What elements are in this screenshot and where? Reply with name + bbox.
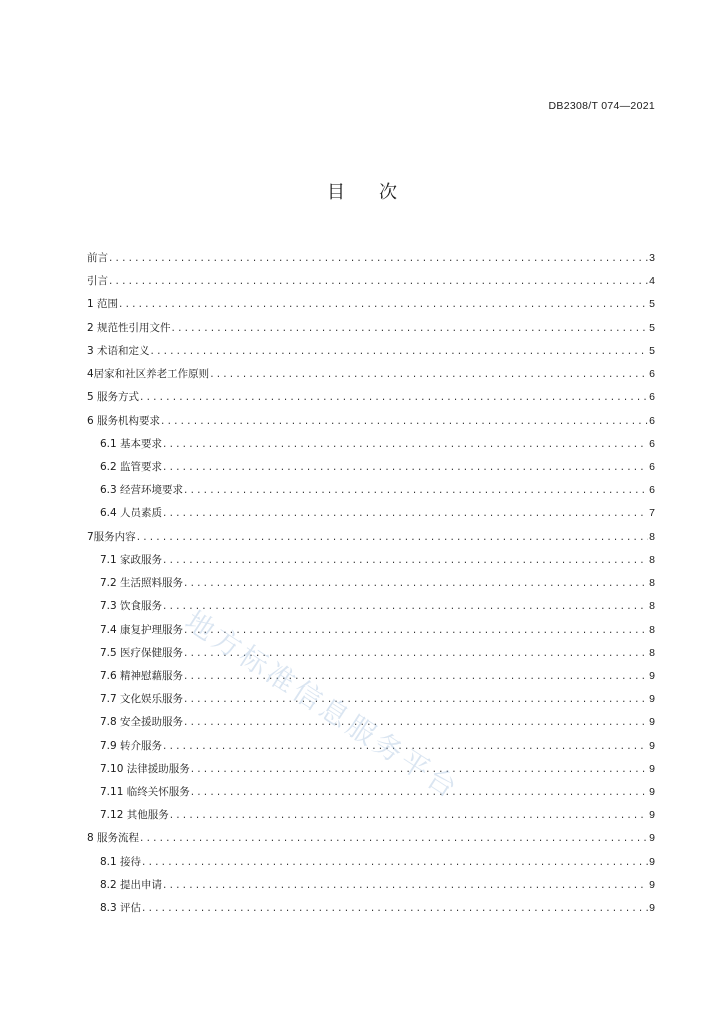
- toc-dot-leader: [163, 740, 648, 752]
- toc-entry-page-number: 8: [649, 530, 655, 543]
- toc-dot-leader: [184, 484, 648, 496]
- toc-dot-leader: [184, 693, 648, 705]
- toc-entry-label: 6.1 基本要求: [100, 437, 163, 450]
- toc-dot-leader: [109, 275, 648, 287]
- toc-entry-page-number: 9: [649, 716, 655, 729]
- toc-entry[interactable]: [87, 761, 655, 784]
- toc-entry[interactable]: [87, 343, 655, 366]
- toc-entry-label: 8.1 接待: [100, 855, 142, 868]
- toc-entry-label: 7.6 精神慰藉服务: [100, 669, 184, 682]
- toc-entry-label: 2 规范性引用文件: [87, 321, 171, 334]
- toc-entry-page-number: 6: [649, 460, 655, 473]
- toc-entry[interactable]: [87, 877, 655, 900]
- toc-entry-page-number: 5: [649, 298, 655, 311]
- toc-entry-page-number: 4: [649, 275, 655, 288]
- toc-entry[interactable]: [87, 807, 655, 830]
- toc-entry-page-number: 8: [649, 577, 655, 590]
- toc-dot-leader: [142, 902, 648, 914]
- toc-dot-leader: [184, 647, 648, 659]
- toc-entry-label: 6.3 经营环境要求: [100, 484, 184, 497]
- toc-entry-label: 6 服务机构要求: [87, 414, 161, 427]
- toc-entry[interactable]: [87, 436, 655, 459]
- toc-entry[interactable]: [87, 691, 655, 714]
- toc-dot-leader: [163, 461, 648, 473]
- toc-entry-label: 8 服务流程: [87, 832, 140, 845]
- toc-entry[interactable]: [87, 668, 655, 691]
- toc-entry-label: 7.9 转介服务: [100, 739, 163, 752]
- toc-entry-page-number: 9: [649, 832, 655, 845]
- toc-entry-label: 4居家和社区养老工作原则: [87, 368, 210, 381]
- document-code: DB2308/T 074—2021: [548, 100, 655, 112]
- toc-dot-leader: [163, 554, 648, 566]
- toc-entry-label: 7.5 医疗保健服务: [100, 646, 184, 659]
- title-char-2: 次: [379, 182, 397, 203]
- toc-entry-page-number: 6: [649, 484, 655, 497]
- toc-entry-label: 3 术语和定义: [87, 344, 150, 357]
- toc-entry-label: 前言: [87, 252, 108, 264]
- toc-dot-leader: [140, 832, 648, 844]
- toc-entry[interactable]: [87, 645, 655, 668]
- toc-entry-page-number: 6: [649, 437, 655, 450]
- toc-entry-label: 8.3 评估: [100, 902, 142, 915]
- page-title: [0, 178, 724, 204]
- toc-entry-page-number: 9: [649, 693, 655, 706]
- toc-dot-leader: [140, 391, 648, 403]
- watermark: 地方标准信息服务平台: [179, 604, 466, 807]
- toc-entry-label: 7.1 家政服务: [100, 553, 163, 566]
- toc-dot-leader: [161, 415, 648, 427]
- toc-entry-page-number: 9: [649, 855, 655, 868]
- toc-dot-leader: [184, 716, 648, 728]
- toc-dot-leader: [163, 507, 648, 519]
- title-char-1: 目: [327, 182, 345, 203]
- toc-entry[interactable]: [87, 366, 655, 389]
- toc-entry[interactable]: [87, 575, 655, 598]
- toc-dot-leader: [163, 438, 648, 450]
- toc-entry-page-number: 8: [649, 646, 655, 659]
- toc-dot-leader: [172, 322, 649, 334]
- toc-dot-leader: [163, 879, 648, 891]
- toc-entry-page-number: 9: [649, 902, 655, 915]
- toc-entry[interactable]: [87, 622, 655, 645]
- table-of-contents: [87, 250, 655, 923]
- toc-entry-page-number: 7: [649, 507, 655, 520]
- toc-entry-page-number: 5: [649, 321, 655, 334]
- toc-entry[interactable]: [87, 598, 655, 621]
- toc-entry-label: 6.2 监管要求: [100, 460, 163, 473]
- toc-entry-label: 6.4 人员素质: [100, 507, 163, 520]
- toc-entry-label: 1 范围: [87, 298, 119, 311]
- toc-entry-label: 7.4 康复护理服务: [100, 623, 184, 636]
- toc-entry-page-number: 6: [649, 414, 655, 427]
- toc-entry[interactable]: [87, 389, 655, 412]
- toc-entry[interactable]: [87, 714, 655, 737]
- toc-entry[interactable]: [87, 250, 655, 273]
- toc-entry-label: 7服务内容: [87, 530, 136, 543]
- toc-entry-page-number: 3: [649, 252, 655, 264]
- toc-dot-leader: [170, 809, 648, 821]
- toc-entry[interactable]: [87, 273, 655, 296]
- toc-dot-leader: [210, 368, 648, 380]
- toc-entry-page-number: 9: [649, 669, 655, 682]
- toc-entry-page-number: 9: [649, 878, 655, 891]
- toc-dot-leader: [191, 786, 648, 798]
- toc-dot-leader: [163, 600, 648, 612]
- toc-entry[interactable]: [87, 320, 655, 343]
- toc-dot-leader: [191, 763, 648, 775]
- toc-entry[interactable]: [87, 830, 655, 853]
- toc-entry-label: 8.2 提出申请: [100, 878, 163, 891]
- toc-dot-leader: [151, 345, 649, 357]
- toc-entry-page-number: 8: [649, 623, 655, 636]
- toc-entry-page-number: 6: [649, 368, 655, 381]
- toc-dot-leader: [109, 252, 648, 264]
- toc-entry-page-number: 8: [649, 553, 655, 566]
- toc-entry-page-number: 9: [649, 762, 655, 775]
- toc-dot-leader: [184, 577, 648, 589]
- toc-entry[interactable]: [87, 854, 655, 877]
- toc-entry[interactable]: [87, 738, 655, 761]
- toc-entry-label: 7.7 文化娱乐服务: [100, 693, 184, 706]
- toc-entry-label: 5 服务方式: [87, 391, 140, 404]
- toc-entry-label: 7.2 生活照料服务: [100, 577, 184, 590]
- toc-entry[interactable]: [87, 296, 655, 319]
- toc-entry-label: 引言: [87, 275, 108, 288]
- toc-entry-page-number: 9: [649, 739, 655, 752]
- toc-entry[interactable]: [87, 529, 655, 552]
- toc-entry[interactable]: [87, 482, 655, 505]
- toc-entry[interactable]: [87, 900, 655, 923]
- toc-entry-page-number: 9: [649, 809, 655, 822]
- toc-dot-leader: [184, 624, 648, 636]
- toc-entry[interactable]: [87, 459, 655, 482]
- toc-entry-page-number: 9: [649, 786, 655, 799]
- toc-entry[interactable]: [87, 413, 655, 436]
- toc-entry[interactable]: [87, 505, 655, 528]
- toc-entry-page-number: 8: [649, 600, 655, 613]
- toc-dot-leader: [137, 531, 648, 543]
- toc-entry-page-number: 6: [649, 391, 655, 404]
- toc-entry[interactable]: [87, 552, 655, 575]
- toc-entry-label: 7.10 法律援助服务: [100, 762, 190, 775]
- toc-entry-label: 7.11 临终关怀服务: [100, 786, 190, 799]
- toc-entry-label: 7.12 其他服务: [100, 809, 169, 822]
- toc-dot-leader: [142, 856, 648, 868]
- toc-entry-page-number: 5: [649, 344, 655, 357]
- toc-entry[interactable]: [87, 784, 655, 807]
- toc-dot-leader: [119, 298, 648, 310]
- toc-entry-label: 7.8 安全援助服务: [100, 716, 184, 729]
- toc-entry-label: 7.3 饮食服务: [100, 600, 163, 613]
- toc-dot-leader: [184, 670, 648, 682]
